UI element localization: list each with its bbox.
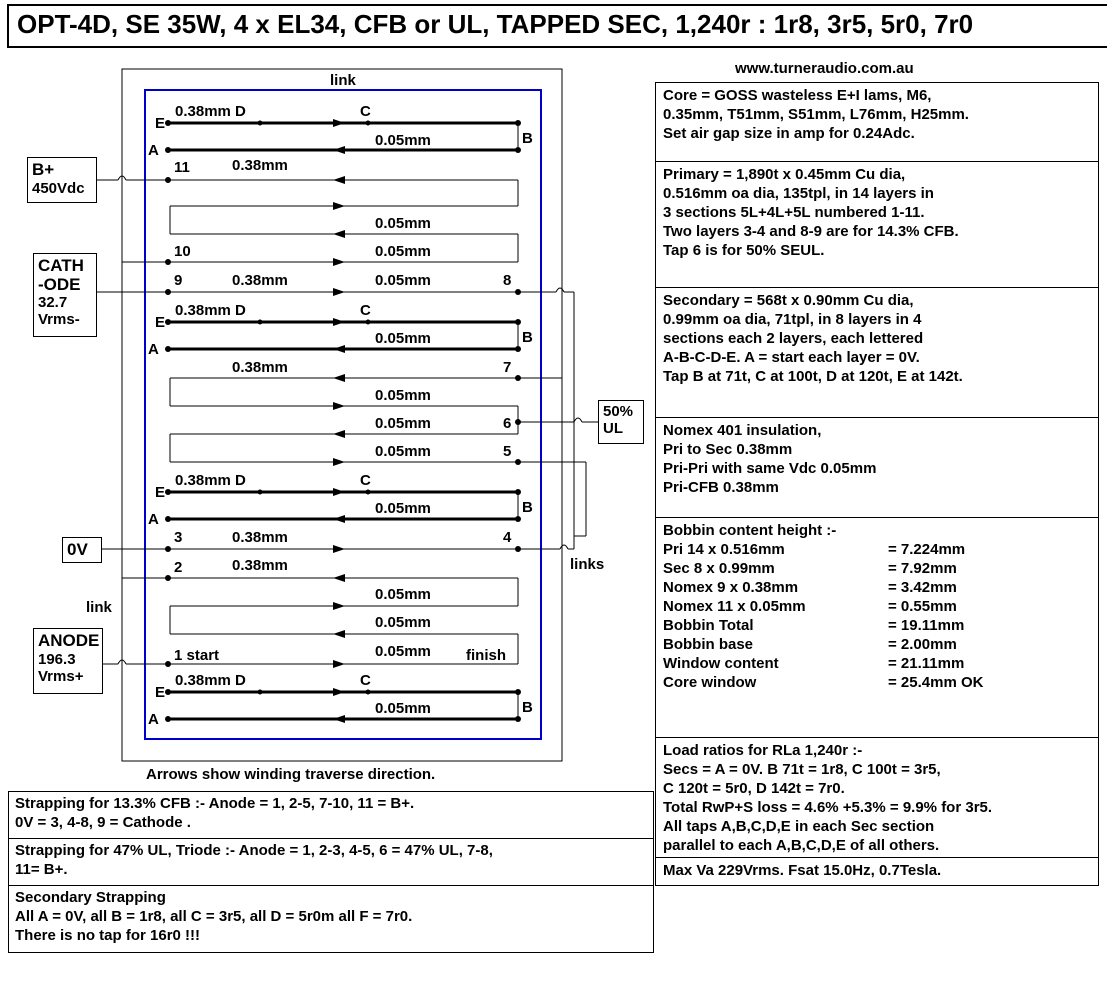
pri-gap-9: 0.38mm [232,272,288,289]
website-url[interactable]: www.turneraudio.com.au [735,60,914,77]
primary-section-2 [170,359,521,466]
primary-line: Primary = 1,890t x 0.45mm Cu dia, [663,166,906,183]
sec-label-gap: 0.05mm [375,500,431,517]
core-line: Core = GOSS wasteless E+I lams, M6, [663,87,932,104]
strapping-line: Strapping for 13.3% CFB :- Anode = 1, 2-5, 7-10, 11 = B+. [15,795,415,812]
bobbin-row-value: = 19.11mm [888,617,965,634]
bobbin-row-label: Window content [663,655,779,672]
sec-label-e: E [155,484,166,501]
pri-gap-a: 0.05mm [375,215,431,232]
sec-label-c: C [360,672,371,689]
sec-label-a: A [148,711,159,728]
cathode-unit: Vrms- [38,311,80,328]
cathode-label-1: CATH [38,256,84,275]
pri-gap-9b: 0.05mm [375,272,431,289]
blue-frame [145,90,541,739]
pri-num-8: 8 [503,272,512,289]
sec-label-c: C [360,472,371,489]
secondary-section-3 [148,472,533,528]
cathode-label-2: -ODE [38,275,81,294]
sec-label-c: C [360,103,371,120]
load-line: C 120t = 5r0, D 142t = 7r0. [663,780,845,797]
bobbin-row-value: = 3.42mm [888,579,957,596]
ul-percent: 50% [603,403,634,420]
strapping-line: There is no tap for 16r0 !!! [15,927,201,944]
anode-voltage: 196.3 [38,651,76,668]
strapping-line: 0V = 3, 4-8, 9 = Cathode . [15,814,191,831]
load-line: Secs = A = 0V. B 71t = 1r8, C 100t = 3r5, [663,761,941,778]
bobbin-row-label: Bobbin base [663,636,754,653]
sec-label-b: B [522,329,533,346]
pri-gap-2: 0.38mm [232,557,288,574]
anode-terminal [33,628,103,694]
secondary-section-2 [148,302,533,358]
sec-label-a: A [148,341,159,358]
cfb-winding-9-8 [165,272,521,296]
sec-label-d: 0.38mm D [175,672,246,689]
left-connections [96,176,168,664]
primary-section-1 [165,157,518,266]
cfb-winding-3-4 [165,529,521,553]
link-left-label: link [86,599,112,616]
pri-num-11: 11 [174,159,190,176]
primary-line: 3 sections 5L+4L+5L numbered 1-11. [663,204,925,221]
pri-num-2: 2 [174,559,183,576]
secondary-section-1 [148,103,533,159]
pri-num-4: 4 [503,529,512,546]
core-line: 0.35mm, T51mm, S51mm, L76mm, H25mm. [663,106,969,123]
bobbin-row-value: = 7.92mm [888,560,957,577]
pri-finish: finish [466,647,506,664]
pri-num-3: 3 [174,529,183,546]
cathode-voltage: 32.7 [38,294,68,311]
bobbin-heading: Bobbin content height :- [663,522,837,539]
pri-num-6: 6 [503,415,512,432]
pri-gap-h: 0.05mm [375,643,431,660]
pri-gap-11: 0.38mm [232,157,288,174]
pri-gap-b: 0.05mm [375,243,431,260]
bobbin-row-value: = 2.00mm [888,636,957,653]
bplus-terminal [27,157,97,203]
bobbin-row-label: Sec 8 x 0.99mm [663,560,775,577]
bobbin-row-value: = 0.55mm [888,598,957,615]
pri-num-10: 10 [174,243,191,260]
pri-gap-d: 0.05mm [375,415,431,432]
bobbin-row-label: Pri 14 x 0.516mm [663,541,785,558]
core-line: Set air gap size in amp for 0.24Adc. [663,125,915,142]
zero-v-terminal [62,537,102,563]
secondary-line: A-B-C-D-E. A = start each layer = 0V. [663,349,920,366]
bobbin-row-value: = 25.4mm OK [888,674,984,691]
primary-line: Two layers 3-4 and 8-9 are for 14.3% CFB. [663,223,959,240]
bplus-voltage: 450Vdc [32,180,85,197]
strapping-line: Strapping for 47% UL, Triode :- Anode = 1, 2-3, 4-5, 6 = 47% UL, 7-8, [15,842,493,859]
pri-gap-3: 0.38mm [232,529,288,546]
primary-line: Tap 6 is for 50% SEUL. [663,242,825,259]
secondary-line: Secondary = 568t x 0.90mm Cu dia, [663,292,914,309]
bobbin-row-value: = 7.224mm [888,541,966,558]
sec-label-b: B [522,499,533,516]
sec-label-gap: 0.05mm [375,330,431,347]
strapping-line: 11= B+. [15,861,68,878]
sec-label-c: C [360,302,371,319]
sec-label-b: B [522,130,533,147]
load-line: Total RwP+S loss = 4.6% +5.3% = 9.9% for 3r5. [663,799,993,816]
sec-label-e: E [155,684,166,701]
load-line: parallel to each A,B,C,D,E of all others. [663,837,940,854]
strapping-line: All A = 0V, all B = 1r8, all C = 3r5, all D = 5r0m all F = 7r0. [15,908,413,925]
pri-num-7: 7 [503,359,512,376]
secondary-line: Tap B at 71t, C at 100t, D at 120t, E at 142t. [663,368,963,385]
bobbin-row-label: Nomex 9 x 0.38mm [663,579,799,596]
insulation-line: Pri-CFB 0.38mm [663,479,779,496]
sec-label-gap: 0.05mm [375,700,431,717]
pri-gap-f: 0.05mm [375,586,431,603]
bobbin-row-label: Core window [663,674,757,691]
bplus-label: B+ [32,160,55,179]
page-title: OPT-4D, SE 35W, 4 x EL34, CFB or UL, TAPPED SEC, 1,240r : 1r8, 3r5, 5r0, 7r0 [7,4,1107,48]
bobbin-row-value: = 21.11mm [888,655,965,672]
pri-num-5: 5 [503,443,512,460]
pri-gap-c: 0.05mm [375,387,431,404]
sec-label-d: 0.38mm D [175,472,246,489]
bobbin-row-label: Bobbin Total [663,617,754,634]
sec-label-a: A [148,142,159,159]
secondary-line: 0.99mm oa dia, 71tpl, in 8 layers in 4 [663,311,922,328]
strapping-line: Secondary Strapping [15,889,166,906]
insulation-line: Pri to Sec 0.38mm [663,441,793,458]
primary-line: 0.516mm oa dia, 135tpl, in 14 layers in [663,185,934,202]
insulation-line: Nomex 401 insulation, [663,422,822,439]
zero-v-label: 0V [67,540,88,559]
sec-label-a: A [148,511,159,528]
sec-label-d: 0.38mm D [175,103,246,120]
load-line: Load ratios for RLa 1,240r :- [663,742,863,759]
secondary-section-4 [148,672,533,728]
pri-gap-e: 0.05mm [375,443,431,460]
bobbin-row-label: Nomex 11 x 0.05mm [663,598,806,615]
anode-unit: Vrms+ [38,668,84,685]
insulation-line: Pri-Pri with same Vdc 0.05mm [663,460,877,477]
sec-label-e: E [155,314,166,331]
pri-start: 1 start [174,647,220,664]
max-va-line: Max Va 229Vrms. Fsat 15.0Hz, 0.7Tesla. [663,862,942,879]
sec-label-b: B [522,699,533,716]
pri-num-9: 9 [174,272,183,289]
sec-label-d: 0.38mm D [175,302,246,319]
diagram-caption: Arrows show winding traverse direction. [146,766,436,783]
primary-section-3 [165,557,518,668]
anode-label: ANODE [38,631,100,650]
pri-gap-7: 0.38mm [232,359,288,376]
sec-label-gap: 0.05mm [375,132,431,149]
sec-label-e: E [155,115,166,132]
cathode-terminal [33,253,97,337]
secondary-line: sections each 2 layers, each lettered [663,330,924,347]
load-line: All taps A,B,C,D,E in each Sec section [663,818,935,835]
ul-terminal [598,400,644,444]
link-top-label: link [330,72,356,89]
links-label: links [570,556,605,573]
pri-gap-g: 0.05mm [375,614,431,631]
ul-label: UL [603,420,623,437]
